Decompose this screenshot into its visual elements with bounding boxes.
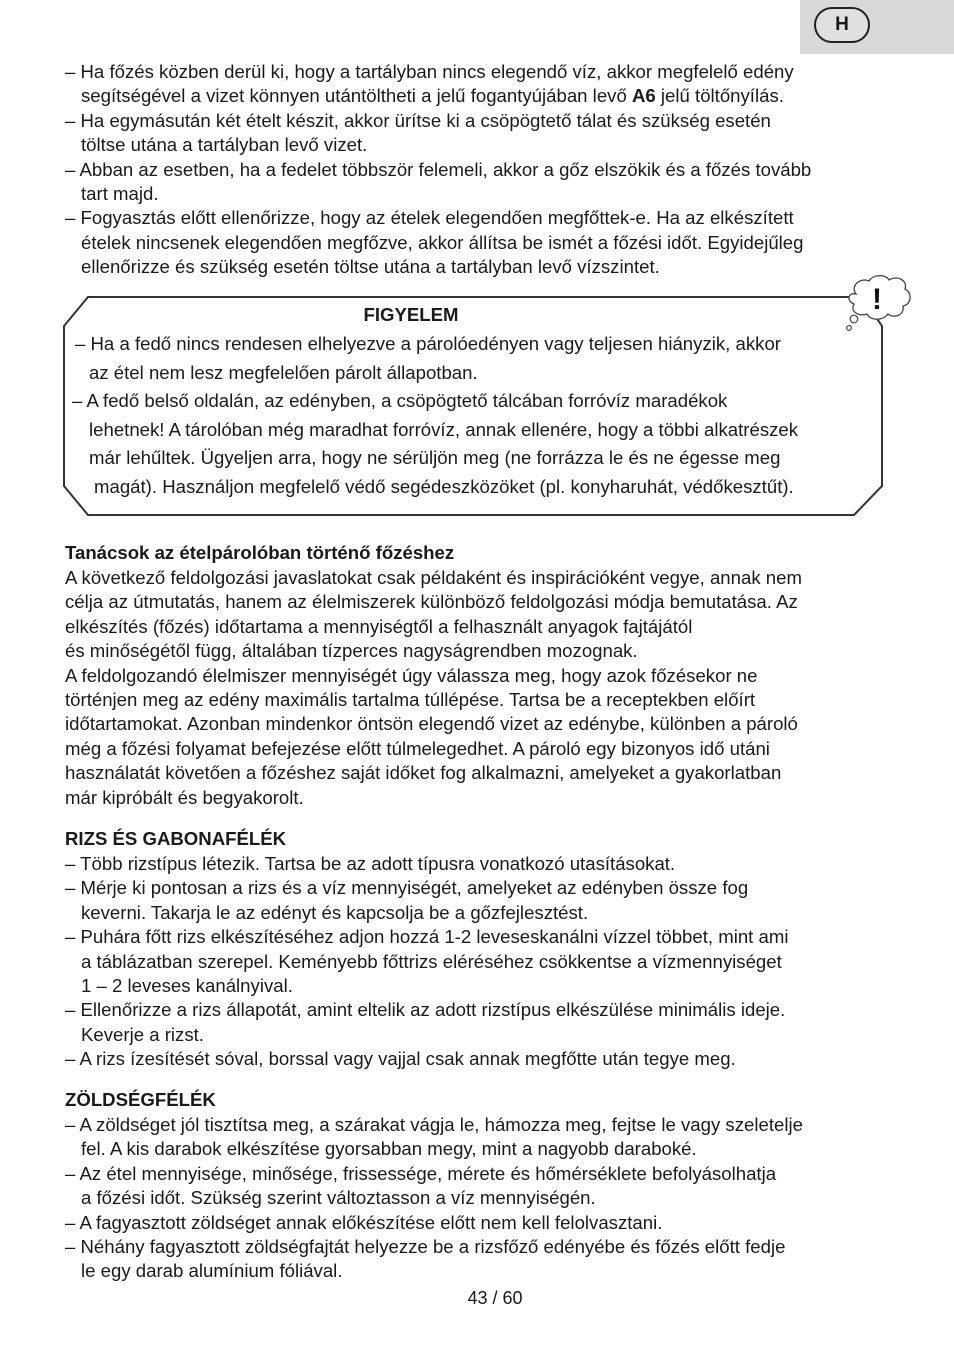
bullet-line: – A rizs ízesítését sóval, borssal vagy vajjal csak annak megfőtte után tegye meg. — [65, 1048, 736, 1070]
tips-line: még a főzési folyamat befejezése előtt túlmelegedhet. A pároló egy bizonyos idő utáni — [65, 737, 770, 759]
bullet-line: – Ha egymásután két ételt készit, akkor ürítse ki a csöpögtető tálat és szükség esetén — [65, 109, 771, 131]
bullet-line: – A fagyasztott zöldséget annak előkészítése előtt nem kell felolvasztani. — [65, 1211, 663, 1233]
warning-line: lehetnek! A tárolóban még maradhat forróvíz, annak ellenére, hogy a többi alkatrészek — [89, 419, 799, 440]
bullet-item — [65, 1235, 895, 1284]
bullet-line: segítségével a vizet könnyen utántöltheti a jelű fogantyújában levő A6 jelű töltőnyílás. — [81, 85, 784, 107]
page-number: 43 / 60 — [467, 1288, 523, 1308]
bullet-item — [65, 206, 895, 279]
bullet-line: ellenőrizze és szükség esetén töltse utána a tartályban levő vízszintet. — [81, 256, 660, 278]
warning-line: az étel nem lesz megfelelően párolt állapotban. — [89, 362, 478, 383]
bullet-line: fel. A kis darabok elkészítése gyorsabban megy, mint a nagyobb daraboké. — [81, 1138, 697, 1160]
bullet-item — [65, 158, 895, 207]
bullet-line: ételek nincsenek elegendően megfőzve, akkor állítsa be ismét a főzési időt. Egyidejűleg — [81, 231, 804, 253]
bullet-item — [65, 852, 895, 876]
bullet-item — [65, 876, 895, 925]
tips-line: és minőségétől függ, általában tízperces nagyságrendben mozognak. — [65, 640, 638, 662]
bullet-line: töltse utána a tartályban levő vizet. — [81, 134, 368, 156]
bullet-line: – Fogyasztás előtt ellenőrizze, hogy az ételek elegendően megfőttek-e. Ha az elkészített — [65, 207, 794, 229]
bullet-item — [65, 925, 895, 998]
warning-line: magát). Használjon megfelelő védő segédeszközöket (pl. konyharuhát, védőkesztűt). — [94, 476, 794, 497]
bullet-item — [65, 109, 895, 158]
bullet-line: – Ellenőrizze a rizs állapotát, amint eltelik az adott rizstípus elkészülése minimális ideje. — [65, 999, 786, 1021]
bullet-line: – Néhány fagyasztott zöldségfajtát helyezze be a rizsfőző edényébe és főzés előtt fedje — [65, 1236, 786, 1257]
language-badge: H — [814, 7, 870, 43]
tips-line: A feldolgozandó élelmiszer mennyiségét úgy válassza meg, hogy azok főzésekor ne — [65, 664, 758, 686]
bullet-item — [65, 1162, 895, 1211]
tips-line: használatát követően a főzéshez saját időket fog alkalmazni, amelyeket a gyakorlatban — [65, 762, 782, 784]
bullet-item — [65, 1211, 895, 1235]
tips-line: célja az útmutatás, hanem az élelmiszerek különböző feldolgozási módja bemutatása. Az — [65, 591, 798, 613]
tips-heading: Tanácsok az ételpárolóban történő főzéshez — [65, 542, 455, 563]
bullet-line: le egy darab alumínium fóliával. — [81, 1260, 343, 1282]
bullet-item — [65, 998, 895, 1047]
tips-line: elkészítés (főzés) időtartama a mennyiségtől a felhasznált anyagok fajtájától — [65, 615, 693, 637]
bullet-line: – Több rizstípus létezik. Tartsa be az adott típusra vonatkozó utasításokat. — [65, 853, 676, 874]
bullet-line: – Az étel mennyisége, minősége, frissessége, mérete és hőmérséklete befolyásolhatja — [65, 1162, 777, 1184]
bullet-item — [65, 60, 895, 109]
warning-line: – A fedő belső oldalán, az edényben, a csöpögtető tálcában forróvíz maradékok — [72, 390, 728, 411]
bullet-line: – A zöldséget jól tisztítsa meg, a szárakat vágja le, hámozza meg, fejtse le vagy szeletelje — [65, 1114, 803, 1135]
bullet-line: 1 – 2 leveses kanálnyival. — [81, 975, 293, 996]
bullet-line: a főzési időt. Szükség szerint változtasson a víz mennyiségén. — [81, 1187, 596, 1209]
exclamation-thought-bubble-icon — [842, 274, 914, 336]
tips-line: már kipróbált és begyakorolt. — [65, 786, 304, 808]
bullet-line: a táblázatban szerepel. Keményebb főttrizs eléréséhez csökkentse a vízmennyiséget — [81, 950, 782, 972]
bullet-line: – Ha főzés közben derül ki, hogy a tartályban nincs elegendő víz, akkor megfelelő edény — [65, 61, 794, 82]
tips-line: A következő feldolgozási javaslatokat csak példaként és inspirációként vegye, annak nem — [65, 567, 802, 588]
bullet-line: Keverje a rizst. — [81, 1023, 204, 1045]
warning-title: FIGYELEM — [363, 304, 459, 325]
vegetables-heading: ZÖLDSÉGFÉLÉK — [65, 1089, 216, 1110]
bullet-line: – Mérje ki pontosan a rizs és a víz mennyiségét, amelyeket az edényben össze fog — [65, 877, 749, 899]
bullet-line: – Puhára főtt rizs elkészítéséhez adjon hozzá 1-2 leveseskanálni vízzel többet, mint ami — [65, 926, 789, 948]
tips-line: időtartamokat. Azonban mindenkor öntsön elegendő vizet az edénybe, különben a pároló — [65, 713, 798, 735]
bullet-line: tart majd. — [81, 183, 159, 204]
bullet-line: – Abban az esetben, ha a fedelet többször felemeli, akkor a gőz elszökik és a főzés tovább — [65, 158, 812, 180]
bullet-line: keverni. Takarja le az edényt és kapcsolja be a gőzfejlesztést. — [81, 901, 589, 923]
tips-line: történjen meg az edény maximális tartalma túllépése. Tartsa be a receptekben előírt — [65, 689, 756, 710]
bullet-item — [65, 1047, 895, 1071]
warning-line: – Ha a fedő nincs rendesen elhelyezve a párolóedényen vagy teljesen hiányzik, akkor — [75, 333, 781, 354]
bullet-item — [65, 1113, 895, 1162]
warning-line: már lehűltek. Ügyeljen arra, hogy ne sérüljön meg (ne forrázza le és ne égesse meg — [89, 447, 781, 468]
svg-text:!: ! — [872, 283, 882, 316]
rice-heading: RIZS ÉS GABONAFÉLÉK — [65, 828, 287, 849]
